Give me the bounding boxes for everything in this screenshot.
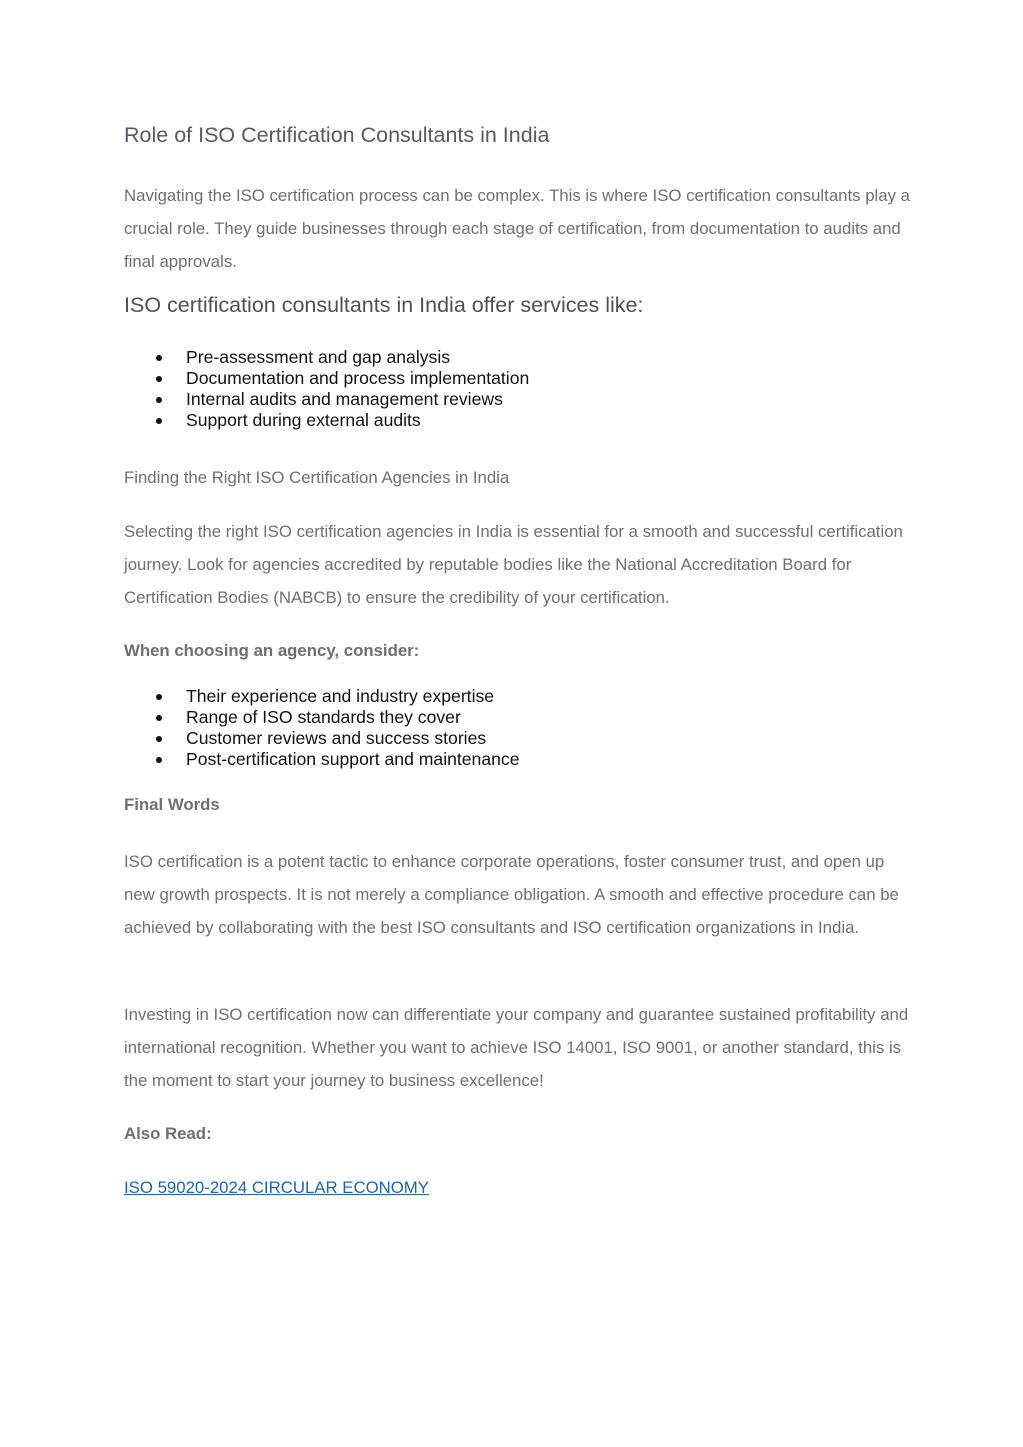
list-item <box>124 749 520 770</box>
bullet-icon <box>156 757 162 763</box>
list-item <box>124 728 520 749</box>
bullet-icon <box>156 694 162 700</box>
list-item <box>124 347 529 368</box>
bullet-icon <box>156 715 162 721</box>
list-item <box>124 389 529 410</box>
services-list <box>124 347 529 431</box>
final-paragraph-2: Investing in ISO certification now can differentiate your company and guarantee sustained profitability and international recognition. Whether you want to achieve ISO 14001, ISO 9001, or another standard, this is the moment to start your journey to business excellence! <box>124 1005 909 1090</box>
list-item <box>124 707 520 728</box>
list-item-text: Support during external audits <box>186 410 421 430</box>
also-read-label: Also Read: <box>124 1124 212 1143</box>
agencies-paragraph: Selecting the right ISO certification agencies in India is essential for a smooth and successful certification journey. Look for agencies accredited by reputable bodies like the National Accreditation Board for Certification Bodies (NABCB) to ensure the credibility of your certification. <box>124 522 903 607</box>
list-item-text: Post-certification support and maintenance <box>186 749 520 769</box>
services-heading: ISO certification consultants in India offer services like: <box>124 293 644 317</box>
bullet-icon <box>156 736 162 742</box>
list-item <box>124 686 520 707</box>
list-item-text: Internal audits and management reviews <box>186 389 503 409</box>
list-item-text: Range of ISO standards they cover <box>186 707 461 727</box>
bullet-icon <box>156 418 162 424</box>
list-item-text: Customer reviews and success stories <box>186 728 487 748</box>
bullet-icon <box>156 397 162 403</box>
considerations-list <box>124 686 520 770</box>
also-read-link[interactable]: ISO 59020-2024 CIRCULAR ECONOMY <box>124 1178 429 1197</box>
agencies-heading: Finding the Right ISO Certification Agencies in India <box>124 468 510 487</box>
bullet-icon <box>156 355 162 361</box>
list-item <box>124 368 529 389</box>
list-item-text: Documentation and process implementation <box>186 368 530 388</box>
list-item <box>124 410 529 431</box>
list-item-text: Pre-assessment and gap analysis <box>186 347 451 367</box>
bullet-icon <box>156 376 162 382</box>
final-paragraph-1: ISO certification is a potent tactic to enhance corporate operations, foster consumer trust, and open up new growth prospects. It is not merely a compliance obligation. A smooth and effective procedure can be achieved by collaborating with the best ISO consultants and ISO certification organizations in India. <box>124 852 899 937</box>
list-item-text: Their experience and industry expertise <box>186 686 495 706</box>
page-title: Role of ISO Certification Consultants in India <box>124 123 550 147</box>
final-words-label: Final Words <box>124 795 220 814</box>
choose-label: When choosing an agency, consider: <box>124 641 420 660</box>
intro-paragraph: Navigating the ISO certification process can be complex. This is where ISO certification consultants play a crucial role. They guide businesses through each stage of certification, from documentation to audits and final approvals. <box>124 186 910 271</box>
